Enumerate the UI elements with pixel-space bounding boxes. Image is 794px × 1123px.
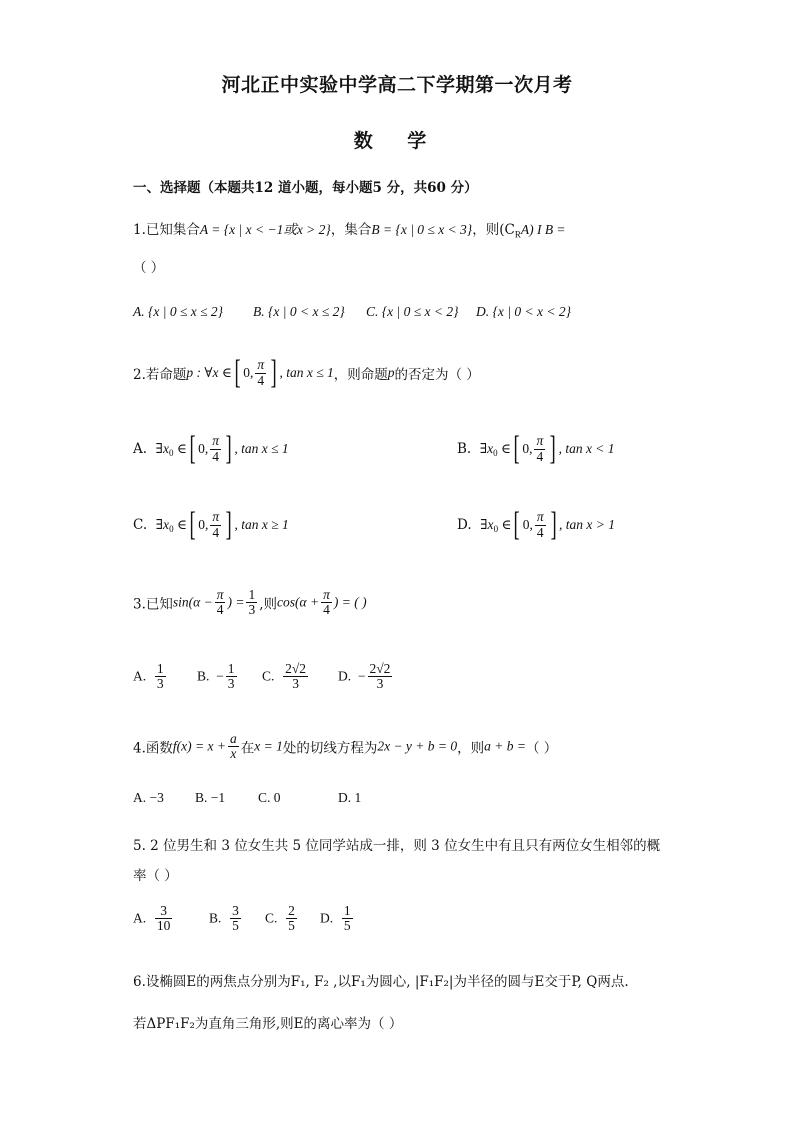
q1-sub: R xyxy=(514,229,521,240)
q1-tail: ，则(C xyxy=(472,222,515,238)
q3-eq2: ) = ( ) xyxy=(333,594,367,610)
q3-sin: sin(α − xyxy=(172,594,213,610)
question-1-stem xyxy=(133,218,566,240)
question-4-stem xyxy=(133,732,557,761)
q4-a-over-x: $\frac{a}{x}$ xyxy=(229,731,237,762)
subject-title: 数 学 xyxy=(353,130,441,152)
question-1-paren: （ ） xyxy=(133,260,165,276)
q1-tail2: A) I B = xyxy=(520,222,566,237)
question-5-line-1: 5. 2 位男生和 3 位女生共 5 位同学站成一排，则 3 位女生中有且只有两位女生相邻的概 xyxy=(133,838,661,854)
q2-tail: ，则命题 xyxy=(333,367,388,383)
q1-option-a: A. {x | 0 ≤ x ≤ 2} xyxy=(133,304,224,319)
question-3-stem xyxy=(133,588,367,617)
q3-one-third: $\frac{1}{3}$ xyxy=(248,587,256,618)
q3-pi-over-4: $\frac{\pi}{4}$ xyxy=(216,587,224,618)
exam-title: 河北正中实验中学高二下学期第一次月考 xyxy=(221,74,573,96)
q4-option-c: C. 0 xyxy=(258,790,281,805)
q3-then: ,则 xyxy=(259,596,278,613)
section-heading: 一、选择题（本题共12 道小题，每小题5 分，共60 分） xyxy=(133,180,478,196)
q3-option-c: C. $\frac{2√2}{3}$ xyxy=(262,661,307,692)
q2-tail2: 的否定为（ ） xyxy=(394,367,480,383)
q3-option-d: D. − $\frac{2√2}{3}$ xyxy=(338,661,391,692)
question-6-line-1: 6.设椭圆E的两焦点分别为F₁, F₂ ,以F₁为圆心, |F₁F₂|为半径的圆与E交于P, Q两点. xyxy=(133,974,629,990)
q4-x1: x = 1 xyxy=(254,738,283,754)
question-2-stem xyxy=(133,356,480,390)
q2-option-d: D. $\exists x_0$ ∈[ 0, $\frac{\pi}{4}$ ] , tan x > 1 xyxy=(457,506,615,543)
q4-mid: 在 xyxy=(240,740,255,757)
q2-pi-over-4: $\frac{\pi}{4}$ xyxy=(257,357,265,388)
q4-tail: ，则 xyxy=(457,740,485,757)
q2-left-bracket: [ xyxy=(234,354,241,391)
q2-p: p : ∀x ∈ xyxy=(186,365,232,380)
q2-option-b: B. $\exists x_0$ ∈[ 0, $\frac{\pi}{4}$ ] , tan x < 1 xyxy=(457,430,615,467)
q1-option-c: C. {x | 0 ≤ x < 2} xyxy=(366,304,459,319)
q2-option-a: A. $\exists x_0$ ∈[ 0, $\frac{\pi}{4}$ ] , tan x ≤ 1 xyxy=(133,430,289,467)
q4-ab: a + b = xyxy=(484,738,527,754)
q4-fx: f(x) = x + xyxy=(172,738,226,754)
q1-set-b: B = {x | 0 ≤ x < 3} xyxy=(371,222,473,237)
q4-prefix: 4.函数 xyxy=(133,740,173,757)
q2-interval-left: 0, xyxy=(243,365,254,380)
q3-option-b: B. − $\frac{1}{3}$ xyxy=(197,661,235,692)
q4-option-d: D. 1 xyxy=(338,790,362,805)
q4-option-b: B. −1 xyxy=(195,790,226,805)
question-6-line-2: 若ΔPF₁F₂为直角三角形,则E的离心率为（ ） xyxy=(133,1016,403,1032)
q1-option-d: D. {x | 0 < x < 2} xyxy=(476,304,571,319)
q3-option-a: A. $\frac{1}{3}$ xyxy=(133,661,164,692)
q3-cos: cos(α + xyxy=(277,594,320,610)
q2-after: , tan x ≤ 1 xyxy=(279,365,334,380)
q2-right-bracket: ] xyxy=(270,354,277,391)
q4-line: 2x − y + b = 0 xyxy=(377,738,458,754)
q1-option-b: B. {x | 0 < x ≤ 2} xyxy=(253,304,345,319)
q4-option-a: A. −3 xyxy=(133,790,164,805)
q3-pi-over-4b: $\frac{\pi}{4}$ xyxy=(323,587,330,618)
q1-mid: ，集合 xyxy=(330,222,372,238)
q4-mid2: 处的切线方程为 xyxy=(282,740,378,757)
q2-p2: p xyxy=(387,365,395,380)
q5-option-d: D. $\frac{1}{5}$ xyxy=(320,903,351,934)
q1-set-a: A = {x | x < −1或x > 2} xyxy=(199,222,331,237)
q2-option-c: C. $\exists x_0$ ∈[ 0, $\frac{\pi}{4}$ ] , tan x ≥ 1 xyxy=(133,506,289,543)
q2-prefix: 2.若命题 xyxy=(133,367,187,383)
q4-paren: （ ） xyxy=(526,740,558,757)
q3-eq: ) = xyxy=(227,594,245,610)
q1-prefix: 1.已知集合 xyxy=(133,222,200,238)
q5-option-a: A. $\frac{3}{10}$ xyxy=(133,903,171,934)
question-5-line-2: 率（ ） xyxy=(133,868,178,884)
q5-option-c: C. $\frac{2}{5}$ xyxy=(265,903,295,934)
q5-option-b: B. $\frac{3}{5}$ xyxy=(209,903,239,934)
q3-prefix: 3.已知 xyxy=(133,596,173,613)
